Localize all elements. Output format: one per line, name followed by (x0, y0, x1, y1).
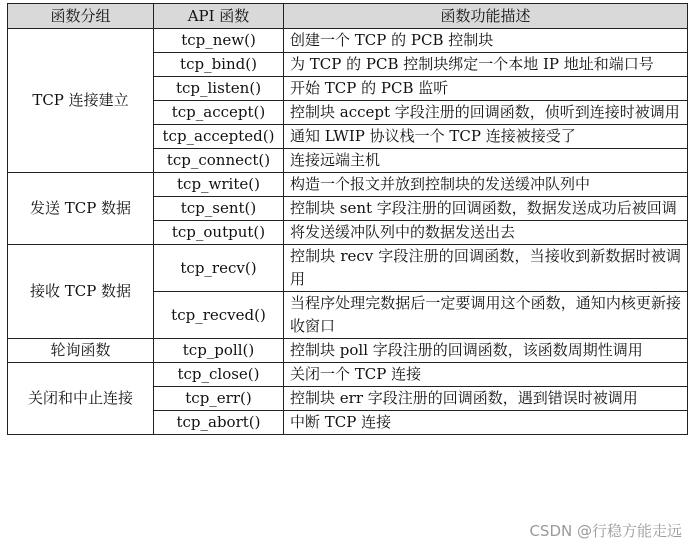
description-cell: 当程序处理完数据后一定要调用这个函数，通知内核更新接收窗口 (284, 292, 688, 339)
api-function-cell: tcp_err() (154, 387, 284, 411)
description-cell: 控制块 sent 字段注册的回调函数，数据发送成功后被回调 (284, 197, 688, 221)
tcp-api-table (7, 3, 688, 435)
api-function-cell: tcp_sent() (154, 197, 284, 221)
group-name-cell: TCP 连接建立 (8, 29, 154, 173)
api-function-cell: tcp_listen() (154, 77, 284, 101)
api-function-cell: tcp_new() (154, 29, 284, 53)
api-function-cell: tcp_accept() (154, 101, 284, 125)
description-cell: 关闭一个 TCP 连接 (284, 363, 688, 387)
description-cell: 控制块 accept 字段注册的回调函数，侦听到连接时被调用 (284, 101, 688, 125)
description-cell: 通知 LWIP 协议栈一个 TCP 连接被接受了 (284, 125, 688, 149)
api-function-cell: tcp_recv() (154, 245, 284, 292)
description-cell: 开始 TCP 的 PCB 监听 (284, 77, 688, 101)
api-function-cell: tcp_output() (154, 221, 284, 245)
header-api: API 函数 (154, 4, 284, 29)
table-row (8, 339, 688, 363)
description-cell: 将发送缓冲队列中的数据发送出去 (284, 221, 688, 245)
table-body (8, 29, 688, 435)
description-cell: 控制块 poll 字段注册的回调函数，该函数周期性调用 (284, 339, 688, 363)
api-function-cell: tcp_abort() (154, 411, 284, 435)
api-function-cell: tcp_bind() (154, 53, 284, 77)
description-cell: 连接远端主机 (284, 149, 688, 173)
group-name-cell: 接收 TCP 数据 (8, 245, 154, 339)
description-cell: 创建一个 TCP 的 PCB 控制块 (284, 29, 688, 53)
group-name-cell: 发送 TCP 数据 (8, 173, 154, 245)
api-function-cell: tcp_connect() (154, 149, 284, 173)
table-row (8, 363, 688, 387)
description-cell: 中断 TCP 连接 (284, 411, 688, 435)
description-cell: 为 TCP 的 PCB 控制块绑定一个本地 IP 地址和端口号 (284, 53, 688, 77)
description-cell: 控制块 err 字段注册的回调函数，遇到错误时被调用 (284, 387, 688, 411)
table-row (8, 173, 688, 197)
api-function-cell: tcp_poll() (154, 339, 284, 363)
table-row (8, 245, 688, 292)
api-function-cell: tcp_write() (154, 173, 284, 197)
api-function-cell: tcp_recved() (154, 292, 284, 339)
table-header-row (8, 4, 688, 29)
description-cell: 控制块 recv 字段注册的回调函数，当接收到新数据时被调用 (284, 245, 688, 292)
group-name-cell: 关闭和中止连接 (8, 363, 154, 435)
watermark: CSDN @行稳方能走远 (529, 522, 682, 540)
api-function-cell: tcp_accepted() (154, 125, 284, 149)
header-group: 函数分组 (8, 4, 154, 29)
table-row (8, 29, 688, 53)
description-cell: 构造一个报文并放到控制块的发送缓冲队列中 (284, 173, 688, 197)
api-function-cell: tcp_close() (154, 363, 284, 387)
group-name-cell: 轮询函数 (8, 339, 154, 363)
header-description: 函数功能描述 (284, 4, 688, 29)
